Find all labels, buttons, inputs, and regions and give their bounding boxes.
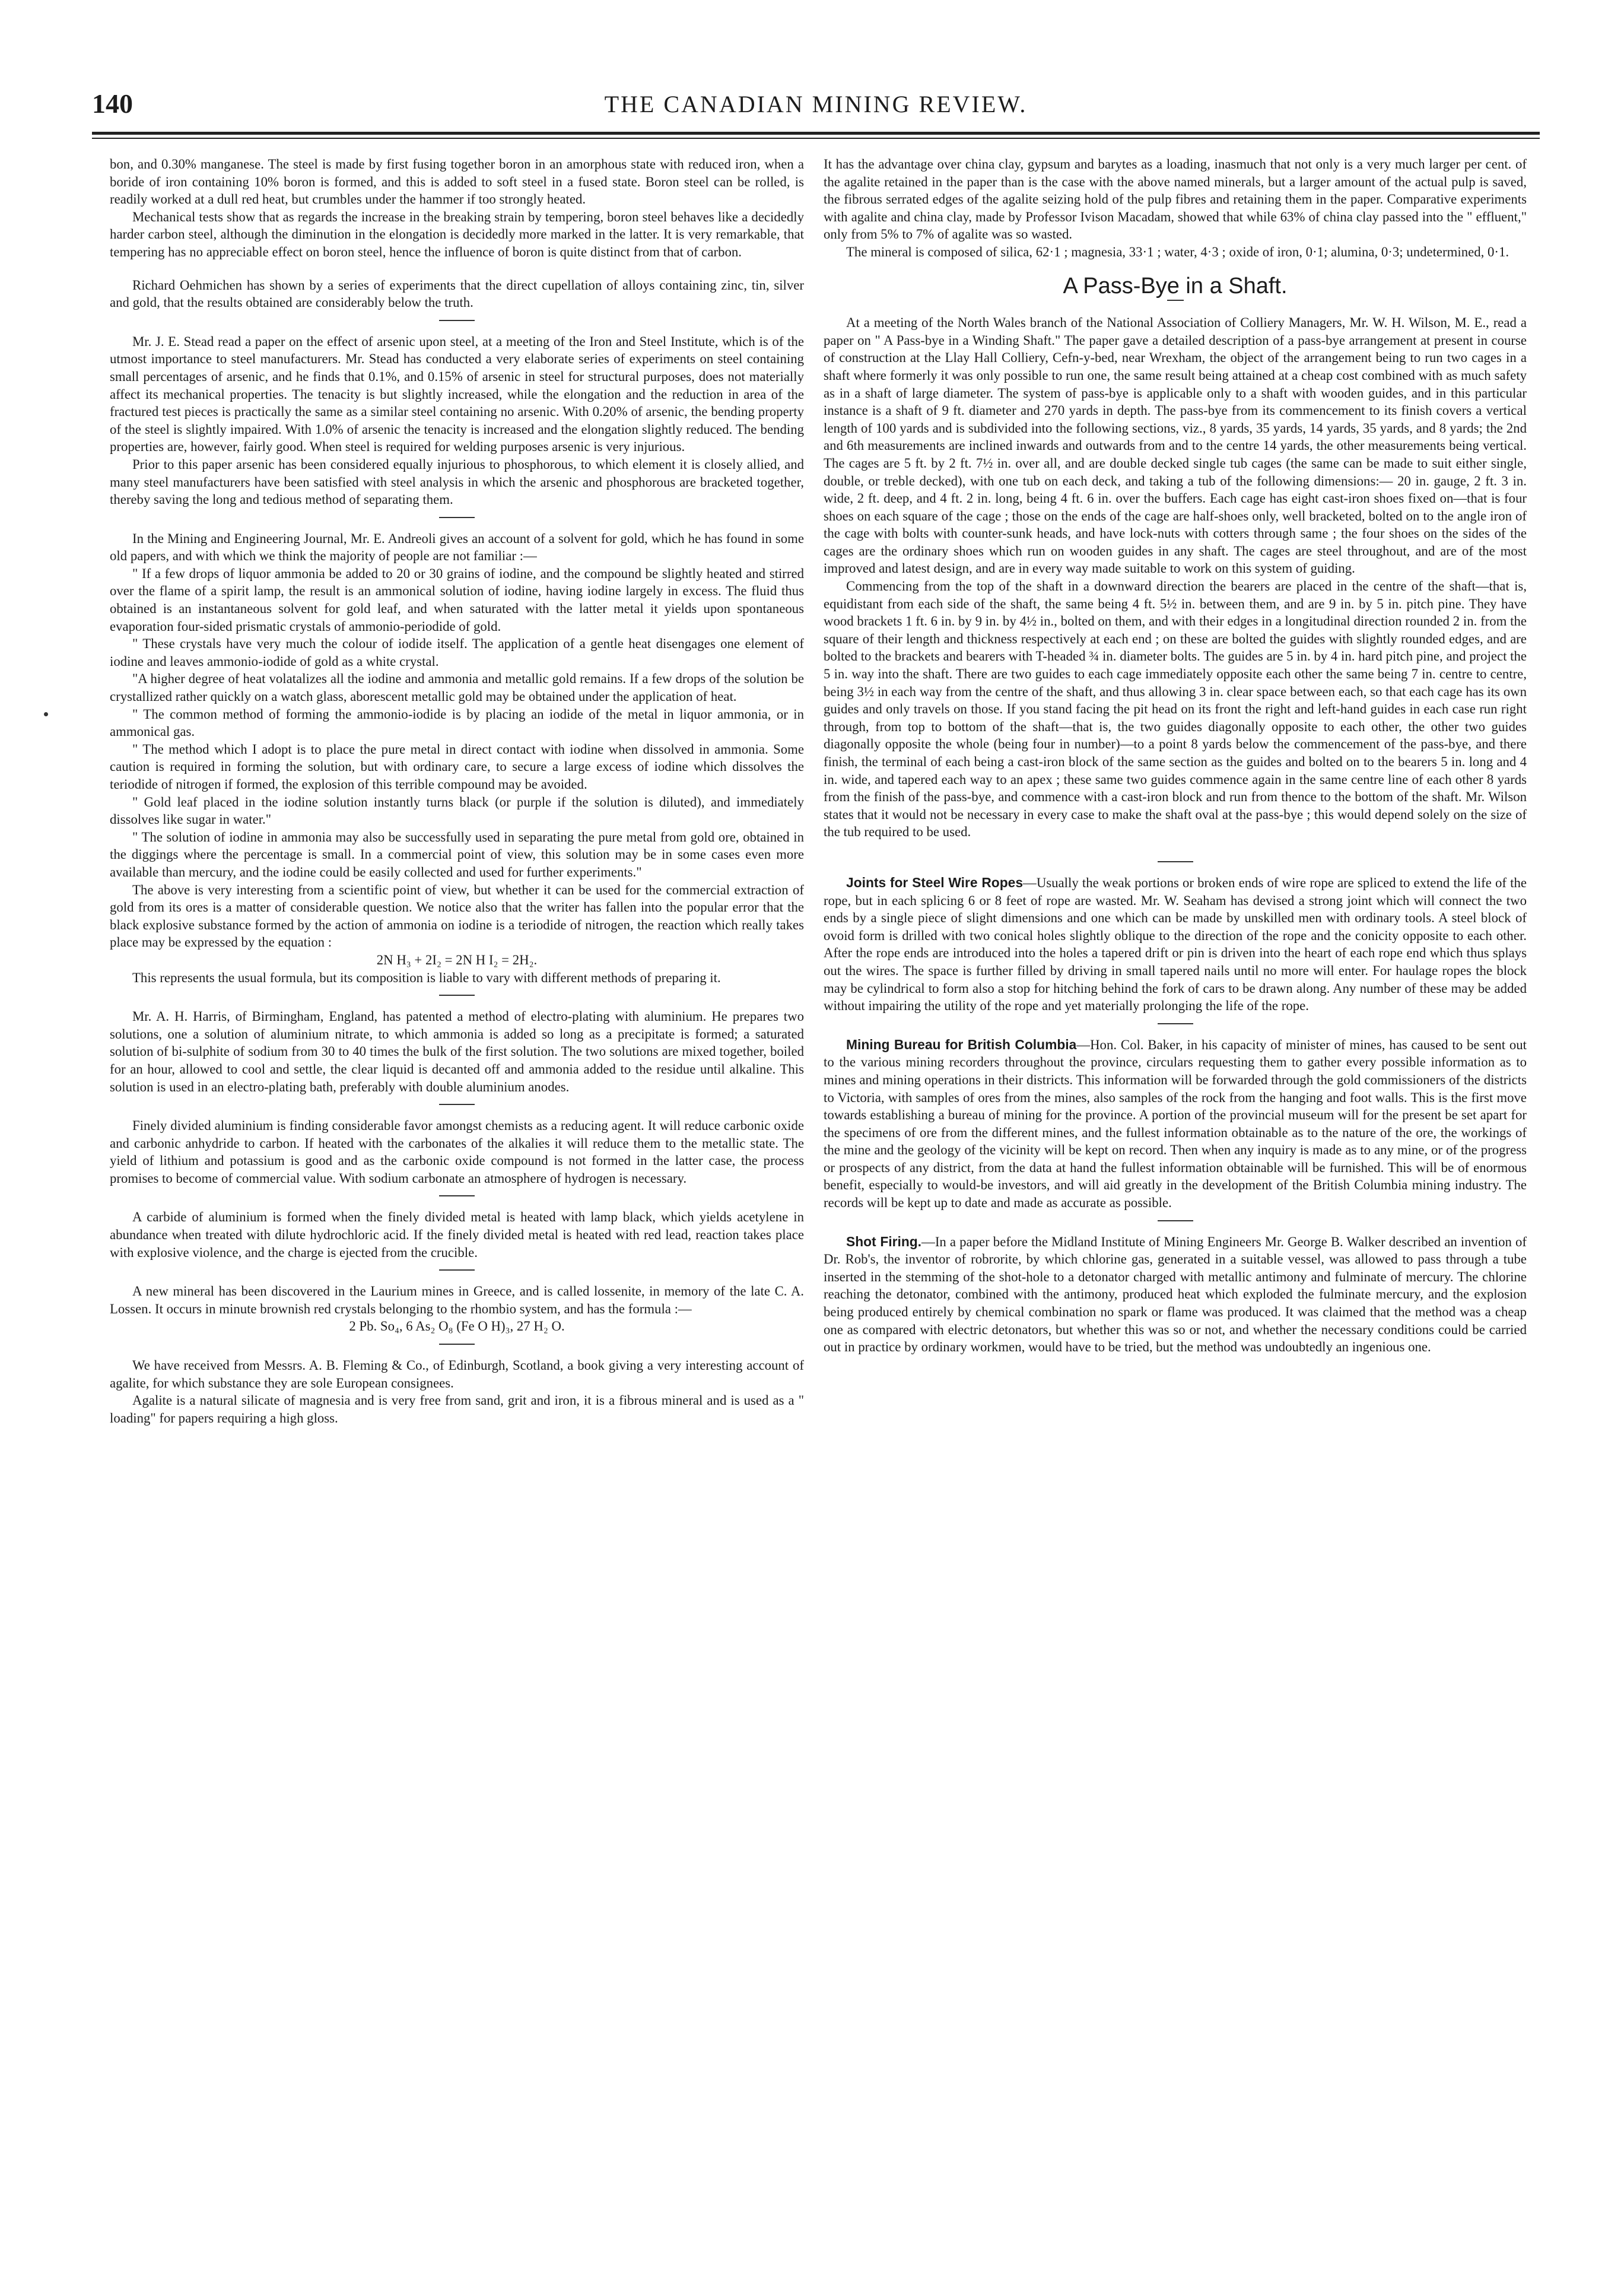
paragraph: In the Mining and Engineering Journal, Mr. E. Andreoli gives an account of a solvent for gold, which he has found in some old papers, and with which we think the majority of people are not familiar :— <box>110 531 804 564</box>
spacer <box>110 261 804 277</box>
page-header <box>92 88 1540 123</box>
paragraph: Commencing from the top of the shaft in a downward direction the bearers are placed in the centre of the shaft—that is, equidistant from each side of the shaft, the same being 4 ft. 5½ in. between them, and are 9 in. by 5 in. pitch pine. They have wood brackets 1 ft. 6 in. by 9 in. by 4½ in., bolted on them, and with their edges in a longitudinal direction rounded 2 in. from the square of their length and thickness respectively at each end ; on these are bolted the guides with slightly rounded edges, and are bolted to the brackets and bearers with T-headed ¾ in. diameter bolts. The guides are 5 in. by 4 in. hard pitch pine, and project the 5 in. way into the shaft. There are two guides to each cage immediately opposite each other the same being 7 in. centre to centre, being 3½ in each way from the centre of the shaft, and thus allowing 3 in. clear space between each, so that each cage has its own guides and only travels on those. If you stand facing the pit head on its front the right and left-hand guides in each case run right through, from top to bottom of the shaft—that is, the two guides diagonally opposite to each other, the other two guides diagonally opposite the whole (being four in number)—to a point 8 yards below the commencement of the pass-bye, and there finish, the terminal of each being a cast-iron block of the same section as the guides and bolted on to the bearers 5 in. long and 4 in. wide, and tapered each way to an apex ; these same two guides commence again in the same centre line of each other 8 yards from the finish of the pass-bye, and commence with a cast-iron block and run from thence to the bottom of the shaft. Mr. Wilson states that it would not be necessary in every case to make the shaft oval at the pass-bye ; this would depend solely on the size of the tub required to be used. <box>824 579 1527 840</box>
runin-title: Mining Bureau for British Columbia <box>846 1036 1077 1052</box>
paragraph: Agalite is a natural silicate of magnesia and is very free from sand, grit and iron, it is a fibrous mineral and is used as a " loading" for papers requiring a high gloss. <box>110 1393 804 1426</box>
section-divider <box>439 320 475 321</box>
runin-body: —Usually the weak portions or broken ends of wire rope are spliced to extend the life of the rope, but in each splicing 6 or 8 feet of rope are wasted. Mr. W. Seaham has devised a strong joint which will connect the two ends by a single piece of slight dimensions and one which can be made by unskilled men with ordinary tools. A steel block of ovoid form is drilled with two conical holes slightly oblique to the direction of the rope and the conicity opposite to each other. After the rope ends are introduced into the holes a tapered drift or pin is driven into the heart of each rope end which thus splays out the wires. The space is further filled by driving in small tapered nails until no more will enter. For haulage ropes the block may be cylindrical to form also a stop for hitching behind the fork of cars to be drawn along. Any number of these may be added without impairing the utility of the rope and yet materially prolonging the life of the rope. <box>824 875 1527 1014</box>
paragraph: Mr. A. H. Harris, of Birmingham, England, has patented a method of electro-plating with aluminium. He prepares two solutions, one a solution of aluminium nitrate, to which ammonia is added so long as a precipitate is formed; a saturated solution of bi-sulphite of sodium from 30 to 40 times the bulk of the first solution. The two solutions are mixed together, boiled for an hour, allowed to cool and settle, the clear liquid is decanted off and ammonia added to the residue until alkaline. This solution is used in an electro-plating bath, preferably with double aluminium anodes. <box>110 1009 804 1094</box>
quote-paragraph: " These crystals have very much the colour of iodide itself. The application of a gentle heat disengages one element of iodine and leaves ammonio-iodide of gold as a white crystal. <box>110 636 804 669</box>
paragraph: Mechanical tests show that as regards the increase in the breaking strain by tempering, boron steel behaves like a decidedly harder carbon steel, although the diminution in the elongation is decidedly more marked in the latter. It is very remarkable, that tempering has no appreciable effect on boron steel, hence the influence of boron is quite distinct from that of carbon. <box>110 209 804 259</box>
quote-paragraph: " The method which I adopt is to place the pure metal in direct contact with iodine when dissolved in ammonia. Some caution is required in forming the solution, but with ordinary care, to secure a large excess of iodine which dissolves the teriodide of nitrogen if formed, the explosion of this terrible compound may be avoided. <box>110 741 804 792</box>
quote-paragraph: " Gold leaf placed in the iodine solution instantly turns black (or purple if the solution is diluted), and immediately dissolves like sugar in water." <box>110 794 804 827</box>
paragraph: Prior to this paper arsenic has been considered equally injurious to phosphorous, to which element it is closely allied, and many steel manufacturers have been satisfied with steel analysis in which the arsenic and phosphorous are bracketed together, thereby saving the long and tedious method of separating them. <box>110 456 804 507</box>
right-column <box>824 155 1527 1356</box>
section-divider <box>1158 1220 1193 1221</box>
runin-title: Shot Firing. <box>846 1233 922 1249</box>
paragraph: bon, and 0.30% manganese. The steel is made by first fusing together boron in an amorphous state with reduced iron, when a boride of iron containing 10% boron is formed, and this is added to soft steel in a fused state. Boron steel can be rolled, is readily worked at a dull red heat, but crumbles under the hammer if too strongly heated. <box>110 157 804 207</box>
paragraph: Richard Oehmichen has shown by a series of experiments that the direct cupellation of alloys containing zinc, tin, silver and gold, that the results obtained are considerably below the truth. <box>110 277 804 310</box>
quote-paragraph: " If a few drops of liquor ammonia be added to 20 or 30 grains of iodine, and the compound be slightly heated and stirred over the flame of a spirit lamp, the result is an ammonical solution of iodine, having iodine largely in excess. The fluid thus obtained is an instantaneous solvent for gold leaf, and when saturated with the latter metal it yields upon spontaneous evaporation four-sided prismatic crystals of ammonio-periodide of gold. <box>110 566 804 634</box>
section-divider <box>1158 1023 1193 1024</box>
runin-body: —Hon. Col. Baker, in his capacity of minister of mines, has caused to be sent out to the various mining recorders throughout the province, circulars requesting them to gather every possible information as to mines and mining operations in their districts. This information will be forwarded through the gold commissioners of the districts to Victoria, with samples of ores from the mines, also samples of the rock from the hanging and foot walls. This is the first move towards establishing a bureau of mining for the province. A portion of the provincial museum will for the present be set apart for the specimens of ore from the different mines, and the fullest information obtainable as to the nature of the ore, the workings of the mine and the geology of the vicinity will be kept on record. Then when any inquiry is made as to any mine, or of the progress or prospects of any district, from the data at hand the fullest information obtainable will be furnished. This will be of enormous benefit, especially to would-be investors, and will aid greatly in the development of the British Columbia mining industry. The records will be kept up to date and made as accurate as possible. <box>824 1037 1527 1211</box>
header-rule-thick <box>92 132 1540 135</box>
page-number: 140 <box>92 88 133 119</box>
paragraph: Mr. J. E. Stead read a paper on the effect of arsenic upon steel, at a meeting of the Iron and Steel Institute, which is of the utmost importance to steel manufacturers. Mr. Stead has conducted a very elaborate series of experiments on steel containing small percentages of arsenic, and he finds that 0.1%, and 0.15% of arsenic in steel for structural purposes, does not materially affect its mechanical properties. The tenacity is but slightly increased, while the elongation and the reduction in area of the fractured test pieces is practically the same as a similar steel containing no arsenic. With 0.20% of arsenic, the bending property of the steel is slightly impaired. With 1.0% of arsenic the tenacity is increased and the elongation slightly reduced. The bending properties are, however, fairly good. When steel is required for welding purposes arsenic is very injurious. <box>110 334 804 455</box>
header-rule-thin <box>92 138 1540 139</box>
left-column <box>110 155 804 1427</box>
paragraph: A new mineral has been discovered in the Laurium mines in Greece, and is called lossenite, in memory of the late C. A. Lossen. It occurs in minute brownish red crystals belonging to the rhombio system, and has the formula :— <box>110 1284 804 1316</box>
section-divider <box>439 517 475 518</box>
runin-body: —In a paper before the Midland Institute of Mining Engineers Mr. George B. Walker described an invention of Dr. Rob's, the inventor of robrorite, by which chlorine gas, generated in a suitable vessel, was allowed to pass through a tube inserted in the stemming of the shot-hole to a detonator charged with metallic antimony and fulminate of mercury. The chlorine reaching the detonator, combined with the antimony, produced heat which exploded the fulminate mercury, and the explosion being produced entirely by chemical combination no spark or flame was produced. It was claimed that the method was a cheap one as compared with electric detonators, but whether this was so or not, and whether the necessary conditions could be carried out in practice by ordinary workmen, would have to be tried, but the method was undoubtedly an ingenious one. <box>824 1234 1527 1355</box>
paragraph: This represents the usual formula, but its composition is liable to vary with different methods of preparing it. <box>132 970 721 985</box>
section-divider <box>439 995 475 996</box>
paragraph: Finely divided aluminium is finding considerable favor amongst chemists as a reducing agent. It will reduce carbonic oxide and carbonic anhydride to carbon. If heated with the carbonates of the alkalies it will reduce them to the metallic state. The yield of lithium and potassium is good and as the carbonic oxide compound is not formed in the latter case, the process promises to become of commercial value. With sodium carbonate an atmosphere of hydrogen is necessary. <box>110 1118 804 1186</box>
paragraph: The above is very interesting from a scientific point of view, but whether it can be used for the commercial extraction of gold from its ores is a matter of considerable question. We notice also that the writer has fallen into the popular error that the black explosive substance formed by the action of ammonia on iodine is a teriodide of nitrogen, the reaction which really takes place may be expressed by the equation : <box>110 882 804 950</box>
article-bureau <box>824 1036 1527 1212</box>
section-divider <box>439 1269 475 1271</box>
paragraph: At a meeting of the North Wales branch of the National Association of Colliery Managers, Mr. W. H. Wilson, M. E., read a paper on " A Pass-bye in a Winding Shaft." The paper gave a detailed description of a pass-bye arrangement at present in course of construction at the Llay Hall Colliery, Cefn-y-bed, near Wrexham, the object of the arrangement being to run two cages in a shaft where formerly it was only possible to run one, the same result being attained at a cheap cost combined with as much safety as in a shaft of large diameter. The system of pass-bye is applicable only to a shaft with wooden guides, and in this particular instance is a shaft of 9 ft. diameter and 270 yards in depth. The pass-bye from its commencement to its finish covers a vertical length of 100 yards and is subdivided into the following sections, viz., 8 yards, 35 yards, 14 yards, 35 yards, and 8 yards; the 2nd and 6th measurements are inclined inwards and outwards from and to the centre 14 yards, the other measurements being vertical. The cages are 5 ft. by 2 ft. 7½ in. over all, and are double decked single tub cages (the same can be made to suit either single, double, or treble decked), with one tub on each deck, and taking a tub of the following dimensions:— 20 in. gauge, 2 ft. 3 in. wide, 2 ft. deep, and 4 ft. 2 in. long, being 4 ft. 6 in. over the buffers. Each cage has eight cast-iron shoes fixed on—that is four shoes on each square of the cage ; those on the ends of the cage are half-shoes only, well bracketed, bolted on to the angle iron of the cage with bolts with counter-sunk heads, and have lock-nuts with cotters through same ; the four shoes on the sides of the cages are the ordinary shoes which run on wooden guides in any shaft. The cages are steel throughout, and are of the most improved and latest design, and are in every way made suitable to work on this system of guiding. <box>824 315 1527 576</box>
runin-title: Joints for Steel Wire Ropes <box>846 874 1024 890</box>
margin-mark <box>44 712 48 716</box>
section-divider <box>439 1195 475 1196</box>
quote-paragraph: "A higher degree of heat volatalizes all the iodine and ammonia and metallic gold remains. If a few drops of the solution be crystallized rather quickly on a watch glass, aborescent metallic gold may be obtained under the application of heat. <box>110 671 804 704</box>
heading-divider <box>1167 300 1184 301</box>
chemical-equation: 2N H₃ + 2I₂ = 2N H I₂ = 2H₂. <box>376 952 538 967</box>
article-joints <box>824 874 1527 1015</box>
article-shot-firing <box>824 1233 1527 1356</box>
quote-paragraph: " The common method of forming the ammonio-iodide is by placing an iodide of the metal in liquor ammonia, or in ammonical gas. <box>110 706 804 739</box>
chemical-formula: 2 Pb. So₄, 6 As₂ O₈ (Fe O H)₃, 27 H₂ O. <box>349 1319 565 1334</box>
section-divider <box>1158 861 1193 862</box>
journal-title: THE CANADIAN MINING REVIEW. <box>604 91 1028 118</box>
paragraph: It has the advantage over china clay, gypsum and barytes as a loading, inasmuch that not only is a very much larger per cent. of the agalite retained in the paper than is the case with the above named minerals, but a larger amount of the actual pulp is saved, the fibrous serrated edges of the agalite seizing hold of the pulp fibres and retaining them in the paper. Comparative experiments with agalite and china clay, made by Professor Ivison Macadam, showed that while 63% of china clay passed into the " effluent," only from 5% to 7% of agalite was so wasted. <box>824 157 1527 242</box>
paragraph: A carbide of aluminium is formed when the finely divided metal is heated with lamp black, which yields acetylene in abundance when treated with dilute hydrochloric acid. If the finely divided metal is heated with red lead, reaction takes place with explosive violence, and the charge is ejected from the crucible. <box>110 1209 804 1260</box>
section-divider <box>439 1104 475 1105</box>
paragraph: The mineral is composed of silica, 62·1 ; magnesia, 33·1 ; water, 4·3 ; oxide of iron, 0·1; alumina, 0·3; undetermined, 0·1. <box>846 244 1509 259</box>
paragraph: We have received from Messrs. A. B. Fleming & Co., of Edinburgh, Scotland, a book giving a very interesting account of agalite, for which substance they are sole European consignees. <box>110 1358 804 1390</box>
quote-paragraph: " The solution of iodine in ammonia may also be successfully used in separating the pure metal from gold ore, obtained in the diggings where the percentage is small. In a commercial point of view, this solution may be in some cases even more available than mercury, and the iodine could be easily collected and used for further experiments." <box>110 829 804 880</box>
section-divider <box>439 1344 475 1345</box>
article-heading: A Pass-Bye in a Shaft. <box>1063 273 1288 299</box>
